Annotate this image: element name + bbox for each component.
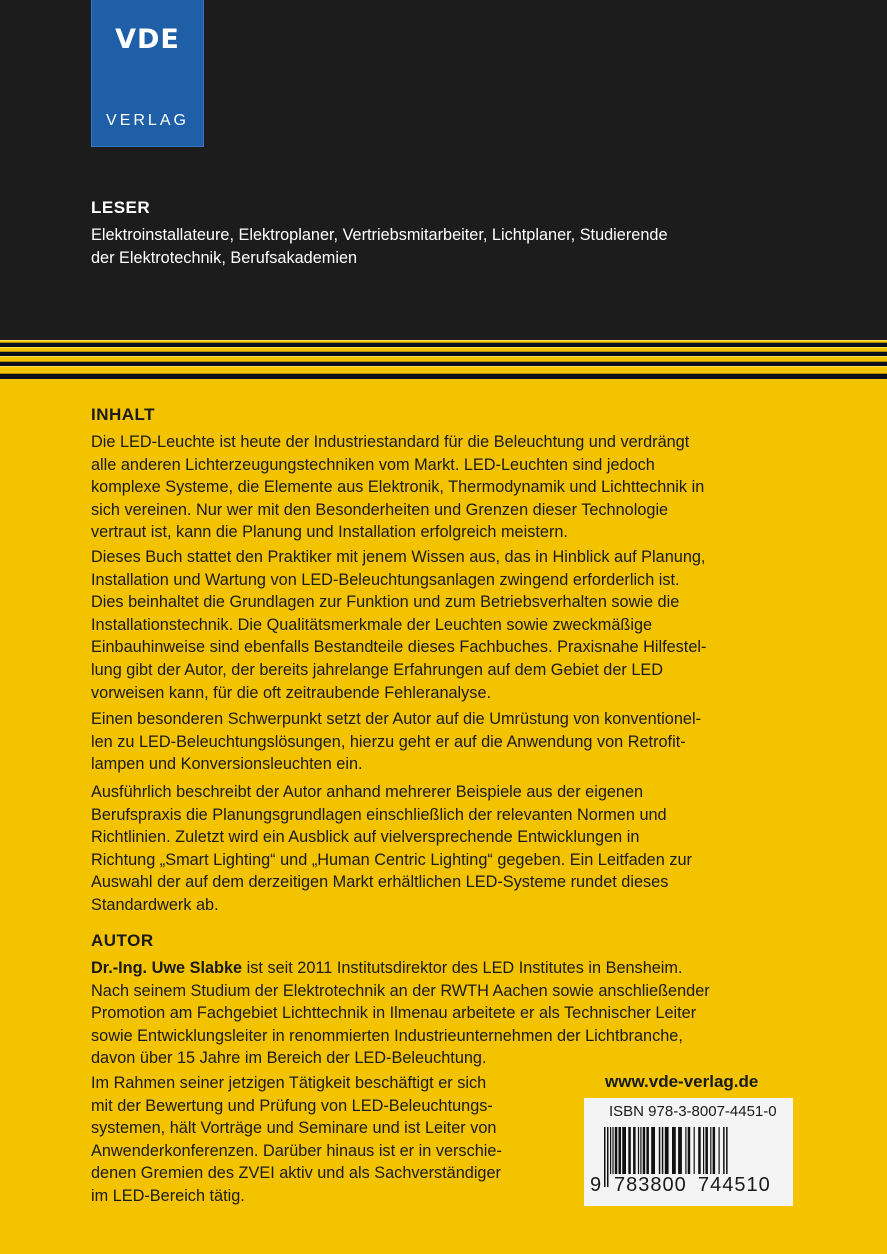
text-line: Auswahl der auf dem derzeitigen Markt erhältlichen LED-Systeme rundet dieses: [91, 873, 669, 892]
barcode-bar: [628, 1127, 631, 1174]
text-line: sowie Entwicklungsleiter in renommierten Industrieunternehmen der Lichtbranche,: [91, 1026, 683, 1045]
inhalt-p3: [91, 708, 701, 776]
text-line: Installationstechnik. Die Qualitätsmerkmale der Leuchten sowie zweckmäßige: [91, 615, 653, 634]
text-line: systemen, hält Vorträge und Seminare und ist Leiter von: [91, 1119, 497, 1138]
top-dark-panel: [0, 0, 887, 340]
inhalt-p2: [91, 546, 706, 704]
text-line: Berufspraxis die Planungsgrundlagen einschließlich der relevanten Normen und: [91, 805, 667, 824]
text-line: Richtung „Smart Lighting“ und „Human Centric Lighting“ gegeben. Ein Leitfaden zur: [91, 850, 692, 869]
text-line: lampen und Konversionsleuchten ein.: [91, 755, 363, 774]
inhalt-p1: [91, 431, 704, 544]
text-line: Ausführlich beschreibt der Autor anhand mehrerer Beispiele aus der eigenen: [91, 783, 644, 801]
barcode-bar: [685, 1127, 686, 1174]
barcode-bar: [651, 1127, 655, 1174]
isbn-number: ISBN 978-3-8007-4451-0: [609, 1103, 777, 1120]
isbn-barcode: [584, 1098, 793, 1206]
barcode-bar: [622, 1127, 626, 1174]
barcode-bar: [615, 1127, 618, 1174]
logo-vde: VDE: [115, 24, 180, 55]
barcode-bar: [638, 1127, 639, 1174]
text-line: Einen besonderen Schwerpunkt setzt der Autor auf die Umrüstung von konventionel-: [91, 710, 702, 728]
text-line: Dies beinhaltet die Grundlagen zur Funktion und zum Betriebsverhalten sowie die: [91, 593, 680, 612]
vde-verlag-logo: [91, 0, 204, 147]
autor-p1: Dr.-Ing. Uwe Slabke ist seit 2011 Institutsdirektor des LED Institutes in Bensheim. Nach seinem Studium der Elektrotechnik an der RWTH Aachen sowie anschließender Promotion am Fachgebiet Lichttechnik in Ilmenau arbeitete er als Technischer Leiter sowie Entwicklungsleiter in renommierten Industrieunternehmen der Lichtbranche, davon über 15 Jahre im Bereich der LED-Beleuchtung.: [91, 957, 710, 1070]
text-line: Die LED-Leuchte ist heute der Industriestandard für die Beleuchtung und verdrängt: [91, 433, 690, 451]
inhalt-p4: [91, 781, 692, 917]
barcode-bar: [643, 1127, 646, 1174]
text-line: sich vereinen. Nur wer mit den Besonderheiten und Grenzen dieser Technologie: [91, 500, 669, 519]
autor-heading: AUTOR: [91, 931, 154, 950]
text-line: Installation und Wartung von LED-Beleuchtungsanlagen zwingend erforderlich ist.: [91, 570, 680, 589]
barcode-bar: [678, 1127, 682, 1174]
text-line: davon über 15 Jahre im Bereich der LED-Beleuchtung.: [91, 1049, 487, 1068]
text-line: Nach seinem Studium der Elektrotechnik an der RWTH Aachen sowie anschließender: [91, 981, 710, 1000]
barcode-bar: [705, 1127, 708, 1174]
text-line: Einbauhinweise sind ebenfalls Bestandteile dieses Fachbuches. Praxisnahe Hilfestel-: [91, 638, 707, 657]
barcode-bar: [703, 1127, 704, 1174]
website-link[interactable]: www.vde-verlag.de: [605, 1072, 759, 1091]
decorative-stripes: [0, 340, 887, 380]
author-name: Dr.-Ing. Uwe Slabke: [91, 959, 243, 977]
barcode-bar: [710, 1127, 711, 1174]
barcode-bar: [607, 1127, 609, 1187]
barcode-bar: [604, 1127, 606, 1187]
barcode-bar: [640, 1127, 641, 1174]
barcode-bar: [694, 1127, 695, 1174]
text-line: Im Rahmen seiner jetzigen Tätigkeit beschäftigt er sich: [91, 1074, 487, 1092]
text-line: Standardwerk ab.: [91, 895, 219, 914]
text-line: Richtlinien. Zuletzt wird ein Ausblick auf vielversprechende Entwicklungen in: [91, 828, 640, 847]
barcode-bar: [619, 1127, 622, 1174]
text-line: Anwenderkonferenzen. Darüber hinaus ist er in verschie-: [91, 1141, 502, 1160]
text-line: len zu LED-Beleuchtungslösungen, hierzu geht er auf die Anwendung von Retrofit-: [91, 732, 686, 751]
logo-verlag: VERLAG: [106, 112, 189, 129]
text-line: denen Gremien des ZVEI aktiv und als Sachverständiger: [91, 1164, 501, 1183]
text-line: lung gibt der Autor, der bereits jahrelange Erfahrungen auf dem Gebiet der LED: [91, 660, 664, 679]
text-line: mit der Bewertung und Prüfung von LED-Beleuchtungs-: [91, 1096, 493, 1115]
leser-text: [91, 224, 668, 269]
barcode-bar: [612, 1127, 613, 1174]
text-line: der Elektrotechnik, Berufsakademien: [91, 248, 358, 267]
text-line: komplexe Systeme, die Elemente aus Elektronik, Thermodynamik und Lichttechnik in: [91, 478, 705, 497]
text-line: Promotion am Fachgebiet Lichttechnik in Ilmenau arbeitete er als Technischer Leiter: [91, 1004, 697, 1023]
barcode-digits-left: 783800: [614, 1174, 687, 1196]
barcode-bar: [688, 1127, 691, 1174]
barcode-digit-prefix: 9: [590, 1174, 603, 1196]
text-line: im LED-Bereich tätig.: [91, 1186, 245, 1205]
leser-heading: LESER: [91, 198, 151, 217]
barcode-digits-right: 744510: [698, 1174, 771, 1196]
barcode-bar: [665, 1127, 669, 1174]
text-line: vertraut ist, kann die Planung und Installation erfolgreich meistern.: [91, 523, 568, 542]
text-line: Dieses Buch stattet den Praktiker mit jenem Wissen aus, das in Hinblick auf Planung,: [91, 548, 706, 566]
barcode-bar: [719, 1127, 720, 1174]
barcode-bar: [698, 1127, 701, 1174]
autor-p2: [91, 1072, 502, 1208]
barcode-bar: [633, 1127, 636, 1174]
text-line: vorweisen kann, für die oft zeitraubende Fehleranalyse.: [91, 683, 492, 702]
barcode-bar: [713, 1127, 716, 1174]
barcode-bar: [610, 1127, 611, 1174]
barcode-bar: [646, 1127, 649, 1174]
inhalt-heading: INHALT: [91, 405, 156, 424]
barcode-bar: [672, 1127, 676, 1174]
text-line: alle anderen Lichterzeugungstechniken vom Markt. LED-Leuchten sind jedoch: [91, 455, 655, 474]
text-line: Elektroinstallateure, Elektroplaner, Vertriebsmitarbeiter, Lichtplaner, Studierende: [91, 226, 668, 244]
